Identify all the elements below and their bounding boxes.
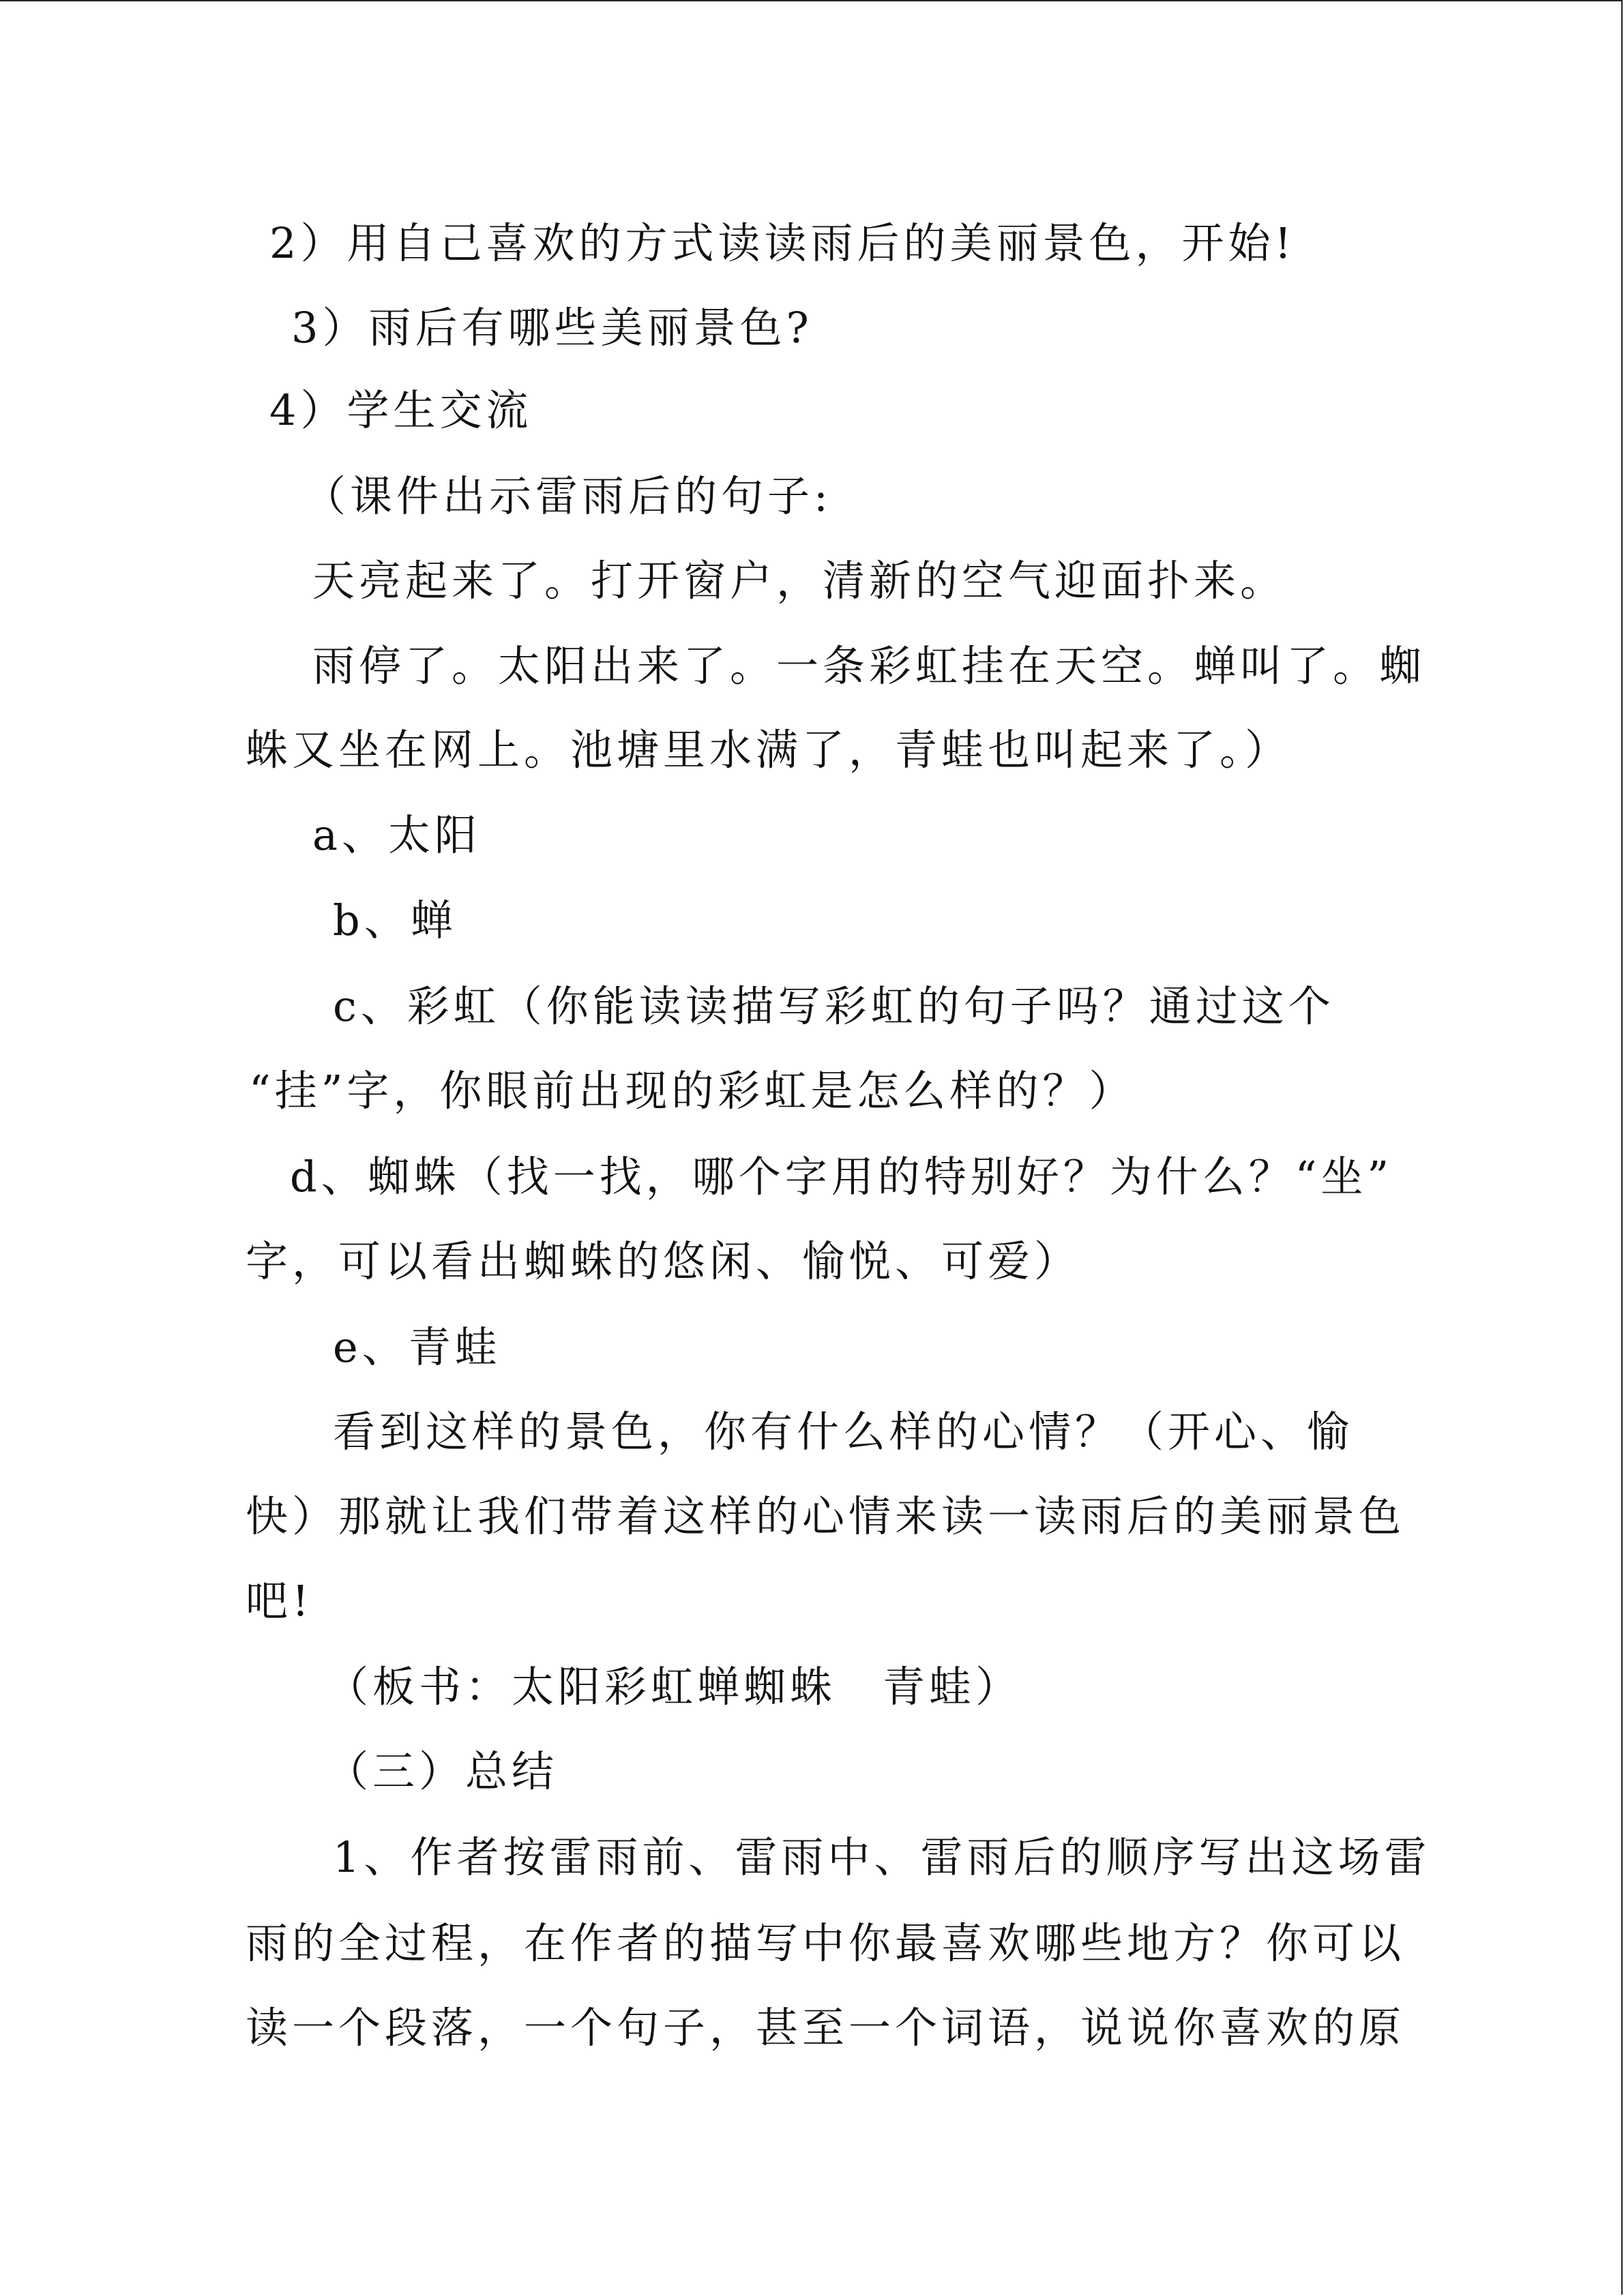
text-line: b、蝉: [333, 895, 457, 945]
text-line: “挂”字，你眼前出现的彩虹是怎么样的？）: [249, 1066, 1136, 1116]
text-line: 读一个段落，一个句子，甚至一个词语，说说你喜欢的原: [246, 2003, 1406, 2053]
text-line: （三）总结: [326, 1746, 559, 1796]
text-line: 看到这样的景色，你有什么样的心情？（开心、愉: [333, 1407, 1354, 1457]
text-line: 雨的全过程，在作者的描写中你最喜欢哪些地方？你可以: [246, 1918, 1406, 1968]
text-line: 1、作者按雷雨前、雷雨中、雷雨后的顺序写出这场雷: [333, 1832, 1431, 1882]
text-line: 雨停了。太阳出来了。一条彩虹挂在天空。蝉叫了。蜘: [312, 641, 1426, 691]
text-line: 3）雨后有哪些美丽景色?: [291, 303, 813, 353]
text-line: （板书：太阳彩虹蝉蜘蛛 青蛙）: [326, 1662, 1022, 1712]
text-line: c、彩虹（你能读读描写彩虹的句子吗？通过这个: [333, 981, 1335, 1031]
text-line: 2）用自己喜欢的方式读读雨后的美丽景色，开始!: [269, 218, 1296, 268]
text-line: 字，可以看出蜘蛛的悠闲、愉悦、可爱）: [246, 1236, 1081, 1286]
text-line: 天亮起来了。打开窗户，清新的空气迎面扑来。: [312, 556, 1287, 606]
text-line: e、青蛙: [333, 1322, 501, 1372]
text-line: （课件出示雷雨后的句子:: [304, 471, 832, 521]
text-line: d、蜘蛛（找一找，哪个字用的特别好？为什么？“坐”: [290, 1152, 1393, 1202]
text-line: 蛛又坐在网上。池塘里水满了，青蛙也叫起来了。）: [246, 725, 1292, 775]
text-line: 吧!: [246, 1576, 313, 1626]
text-line: 快）那就让我们带着这样的心情来读一读雨后的美丽景色: [246, 1491, 1406, 1541]
text-line: 4）学生交流: [269, 385, 533, 435]
text-line: a、太阳: [312, 810, 481, 860]
